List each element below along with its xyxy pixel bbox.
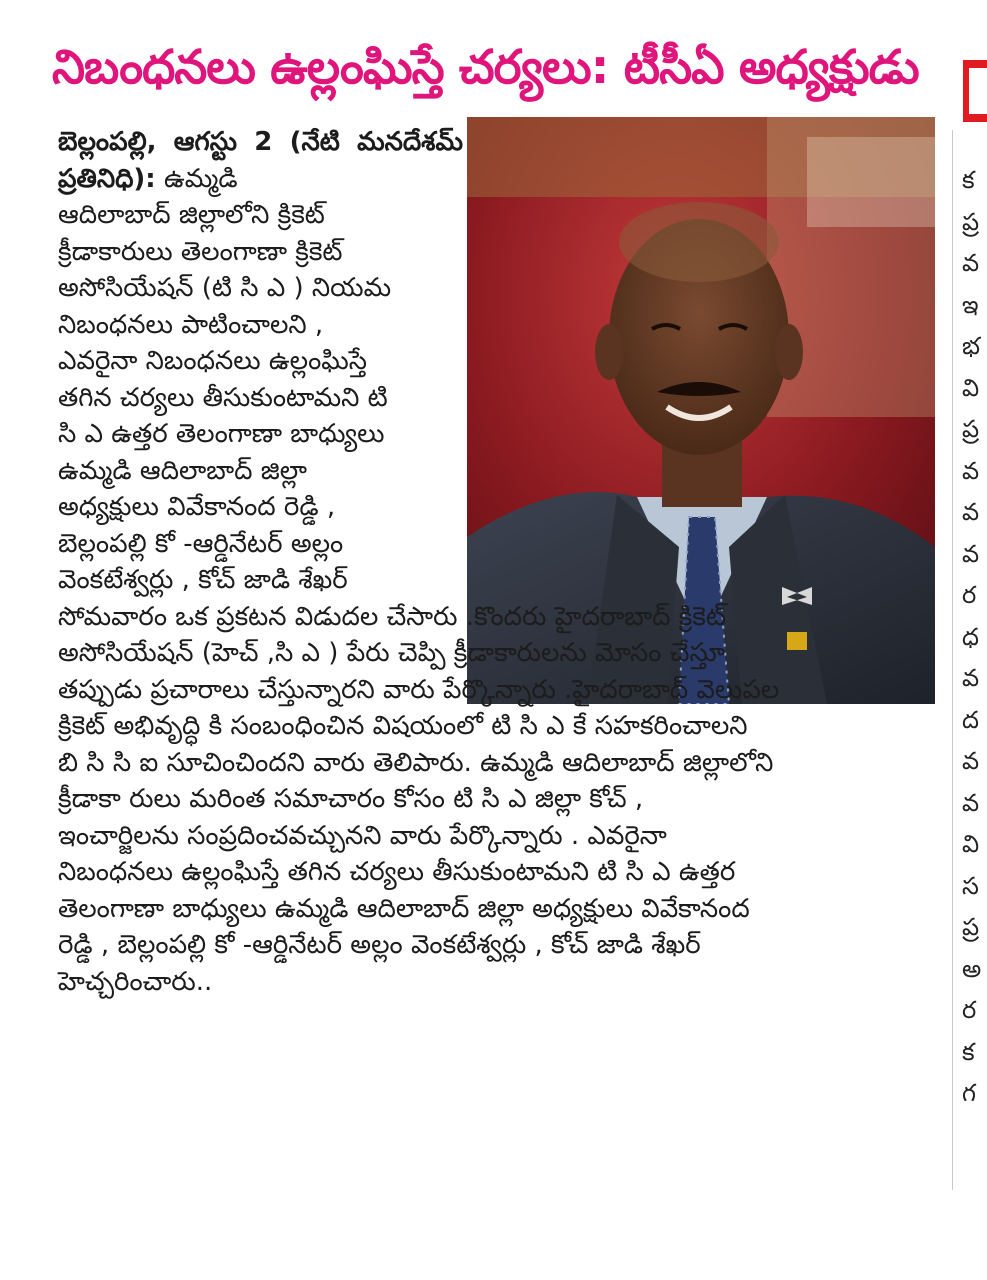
adjacent-column-fragment: వి xyxy=(962,373,980,402)
article-line: హెచ్చరించారు.. xyxy=(58,966,213,997)
adjacent-column-fragment: ర xyxy=(962,996,977,1024)
column-divider xyxy=(952,130,953,1190)
article-line: బి సి సి ఐ సూచించిందని వారు తెలిపారు. ఉమ్మడి ఆదిలాబాద్ జిల్లాలోని xyxy=(58,747,774,778)
adjacent-column-fragment: గ xyxy=(962,1079,976,1107)
adjacent-column-fragment: భ xyxy=(962,332,980,360)
article-line: తప్పుడు ప్రచారాలు చేస్తున్నారని వారు పేర్కొన్నారు .హైదరాబాద్ వెలుపల xyxy=(58,674,780,705)
adjacent-column-fragment: స xyxy=(962,871,979,900)
headline: నిబంధనలు ఉల్లంఘిస్తే చర్యలు: టీసీఏ అధ్యక్షుడు xyxy=(52,40,919,95)
article-line: రెడ్డి , బెల్లంపల్లి కో -ఆర్డినేటర్ అల్లం వెంకటేశ్వర్లు , కోచ్ జాడి శేఖర్ xyxy=(58,930,701,960)
adjacent-column-fragment: ప్ర xyxy=(962,415,980,443)
article-line: ఆదిలాబాద్ జిల్లాలోని క్రికెట్ xyxy=(58,200,325,230)
adjacent-column-fragment: ర xyxy=(962,581,977,609)
dateline: బెల్లంపల్లి, ఆగస్టు 2 (నేటి మనదేశమ్ ప్రతినిధి): xyxy=(58,127,463,194)
adjacent-column-marker xyxy=(963,60,987,122)
adjacent-column-fragment: క xyxy=(962,166,975,194)
article-line: నిబంధనలు ఉల్లంఘిస్తే తగిన చర్యలు తీసుకుంటామని టి సి ఎ ఉత్తర xyxy=(58,857,736,887)
article-line: వెంకటేశ్వర్లు , కోచ్ జాడి శేఖర్ xyxy=(58,565,348,595)
adjacent-column-fragment: వ xyxy=(962,539,980,568)
article-line: తగిన చర్యలు తీసుకుంటామని టి xyxy=(58,382,388,413)
article-line: నిబంధనలు పాటించాలని , xyxy=(58,309,324,340)
article-line: అసోసియేషన్ (హెచ్ ,సి ఎ ) పేరు చెప్పి క్రీడాకారులను మోసం చేస్తూ xyxy=(58,638,726,668)
article-line: క్రీడాకారులు తెలంగాణా క్రికెట్ xyxy=(58,236,343,267)
article-column-beside-photo xyxy=(58,124,463,599)
article-body xyxy=(58,124,938,1000)
adjacent-column-fragment: వ xyxy=(962,249,980,277)
article-line: క్రీడాకా రులు మరింత సమాచారం కోసం టి సి ఎ జిల్లా కోచ్ , xyxy=(58,784,644,814)
adjacent-column-fragment: అ xyxy=(962,954,982,983)
adjacent-column-fragment: వ xyxy=(962,498,980,526)
adjacent-column-fragment: ధ xyxy=(962,622,979,651)
article-line: క్రికెట్ అభివృద్ధి కి సంబంధించిన విషయంలో టి సి ఎ కే సహకరించాలని xyxy=(58,711,748,741)
adjacent-column-fragment: వ xyxy=(962,456,980,485)
article-line: బెల్లంపల్లి కో -ఆర్డినేటర్ అల్లం xyxy=(58,528,344,559)
adjacent-column-fragment: ప్ర xyxy=(962,913,980,941)
article-line: సి ఎ ఉత్తర తెలంగాణా బాధ్యులు xyxy=(58,419,385,449)
adjacent-column-fragment: వ xyxy=(962,747,980,775)
article-line: ఉమ్మడి xyxy=(163,163,238,194)
adjacent-column-fragment: క xyxy=(962,1037,975,1066)
article-line: అసోసియేషన్ (టి సి ఎ ) నియమ xyxy=(58,273,392,303)
article-column-full-width xyxy=(58,599,938,1001)
article-line: ఎవరైనా నిబంధనలు ఉల్లంఘిస్తే xyxy=(58,346,368,376)
article-line: ఇంచార్జిలను సంప్రదించవచ్చునని వారు పేర్కొన్నారు . ఎవరైనా xyxy=(58,820,667,851)
adjacent-column-fragments xyxy=(962,160,987,1200)
article-line: తెలంగాణా బాధ్యులు ఉమ్మడి ఆదిలాబాద్ జిల్లా అధ్యక్షులు వివేకానంద xyxy=(58,893,750,924)
adjacent-column-fragment: వ xyxy=(962,664,980,692)
adjacent-column-fragment: వి xyxy=(962,830,980,858)
article-line: అధ్యక్షులు వివేకానంద రెడ్డి , xyxy=(58,492,336,522)
article-line: ఉమ్మడి ఆదిలాబాద్ జిల్లా xyxy=(58,455,307,486)
adjacent-column-fragment: ద xyxy=(962,705,979,734)
article-line: సోమవారం ఒక ప్రకటన విడుదల చేసారు .కొందరు హైదరాబాద్ క్రికెట్ xyxy=(58,601,726,632)
adjacent-column-fragment: వ xyxy=(962,788,980,817)
adjacent-column-fragment: ఇ xyxy=(962,290,979,319)
adjacent-column-fragment: ప్ర xyxy=(962,207,980,236)
